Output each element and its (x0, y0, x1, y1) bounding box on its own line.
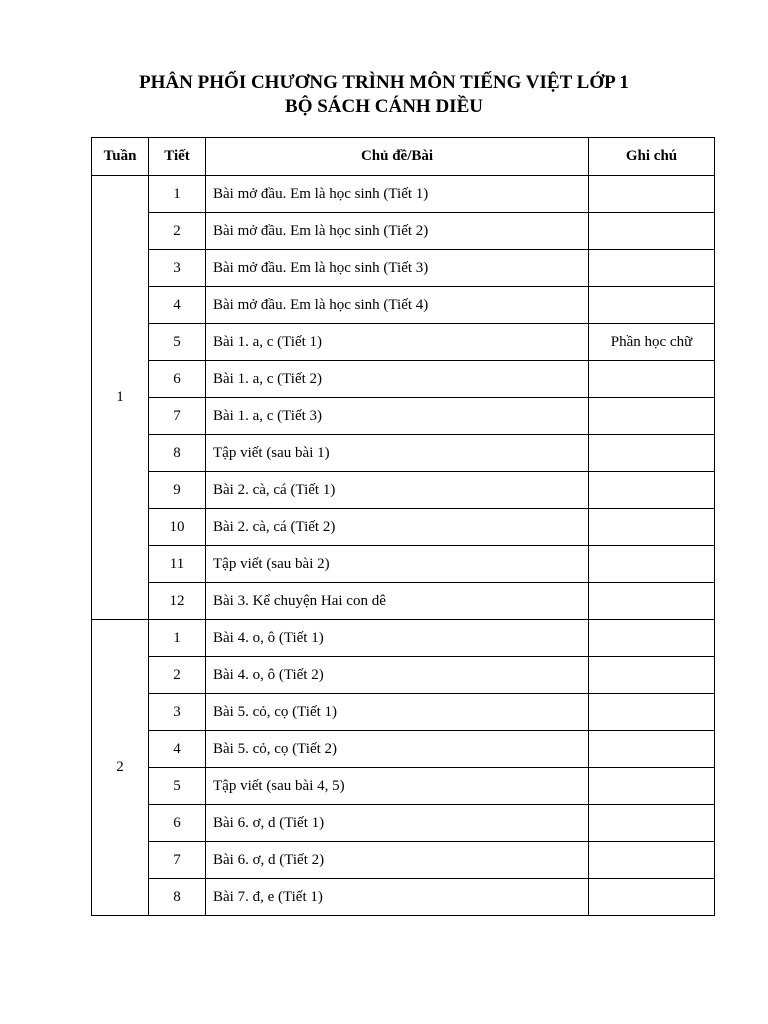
lesson-cell: Bài 2. cà, cá (Tiết 2) (206, 509, 589, 546)
tiet-cell: 7 (149, 842, 206, 879)
lesson-cell: Bài mở đầu. Em là học sinh (Tiết 3) (206, 250, 589, 287)
header-tiet: Tiết (149, 138, 206, 176)
lesson-cell: Bài 4. o, ô (Tiết 2) (206, 657, 589, 694)
table-row (92, 694, 715, 731)
note-cell (589, 472, 715, 509)
table-row (92, 176, 715, 213)
tiet-cell: 4 (149, 287, 206, 324)
lesson-cell: Tập viết (sau bài 1) (206, 435, 589, 472)
table-row (92, 583, 715, 620)
lesson-cell: Bài 5. cỏ, cọ (Tiết 1) (206, 694, 589, 731)
note-cell (589, 435, 715, 472)
note-cell (589, 287, 715, 324)
table-row (92, 398, 715, 435)
note-cell (589, 842, 715, 879)
table-row (92, 546, 715, 583)
table-row (92, 805, 715, 842)
lesson-cell: Tập viết (sau bài 4, 5) (206, 768, 589, 805)
header-tuan: Tuần (92, 138, 149, 176)
table-row (92, 842, 715, 879)
tiet-cell: 8 (149, 879, 206, 916)
table-header-row (92, 138, 715, 176)
table-row (92, 361, 715, 398)
table-row (92, 879, 715, 916)
lesson-cell: Bài 1. a, c (Tiết 2) (206, 361, 589, 398)
table-row (92, 509, 715, 546)
tiet-cell: 7 (149, 398, 206, 435)
table-row (92, 324, 715, 361)
note-cell (589, 509, 715, 546)
note-cell (589, 213, 715, 250)
tiet-cell: 5 (149, 324, 206, 361)
note-cell (589, 805, 715, 842)
tiet-cell: 3 (149, 250, 206, 287)
lesson-cell: Bài 6. ơ, d (Tiết 2) (206, 842, 589, 879)
lesson-cell: Bài mở đầu. Em là học sinh (Tiết 4) (206, 287, 589, 324)
table-row (92, 287, 715, 324)
tiet-cell: 2 (149, 213, 206, 250)
lesson-cell: Bài 1. a, c (Tiết 1) (206, 324, 589, 361)
note-cell: Phần học chữ (589, 324, 715, 361)
note-cell (589, 361, 715, 398)
document-subtitle: BỘ SÁCH CÁNH DIỀU (285, 96, 483, 117)
header-chu-de-bai: Chủ đề/Bài (206, 138, 589, 176)
tiet-cell: 6 (149, 361, 206, 398)
lesson-cell: Bài 1. a, c (Tiết 3) (206, 398, 589, 435)
week-cell: 2 (92, 620, 149, 916)
table-row (92, 620, 715, 657)
tiet-cell: 10 (149, 509, 206, 546)
tiet-cell: 8 (149, 435, 206, 472)
tiet-cell: 6 (149, 805, 206, 842)
table-row (92, 435, 715, 472)
lesson-cell: Bài 3. Kể chuyện Hai con dê (206, 583, 589, 620)
tiet-cell: 1 (149, 620, 206, 657)
week-cell: 1 (92, 176, 149, 620)
document-title: PHÂN PHỐI CHƯƠNG TRÌNH MÔN TIẾNG VIỆT LỚP 1 (139, 72, 629, 93)
note-cell (589, 398, 715, 435)
lesson-cell: Bài mở đầu. Em là học sinh (Tiết 2) (206, 213, 589, 250)
tiet-cell: 1 (149, 176, 206, 213)
lesson-cell: Tập viết (sau bài 2) (206, 546, 589, 583)
tiet-cell: 5 (149, 768, 206, 805)
tiet-cell: 11 (149, 546, 206, 583)
lesson-cell: Bài 6. ơ, d (Tiết 1) (206, 805, 589, 842)
lesson-cell: Bài mở đầu. Em là học sinh (Tiết 1) (206, 176, 589, 213)
note-cell (589, 657, 715, 694)
note-cell (589, 176, 715, 213)
tiet-cell: 3 (149, 694, 206, 731)
table-row (92, 250, 715, 287)
tiet-cell: 4 (149, 731, 206, 768)
table-row (92, 657, 715, 694)
lesson-cell: Bài 4. o, ô (Tiết 1) (206, 620, 589, 657)
note-cell (589, 250, 715, 287)
note-cell (589, 583, 715, 620)
lesson-cell: Bài 5. cỏ, cọ (Tiết 2) (206, 731, 589, 768)
note-cell (589, 546, 715, 583)
table-row (92, 768, 715, 805)
note-cell (589, 768, 715, 805)
table-row (92, 731, 715, 768)
table-row (92, 472, 715, 509)
note-cell (589, 694, 715, 731)
table-row (92, 213, 715, 250)
header-ghi-chu: Ghi chú (589, 138, 715, 176)
lesson-cell: Bài 2. cà, cá (Tiết 1) (206, 472, 589, 509)
note-cell (589, 731, 715, 768)
curriculum-table (91, 137, 715, 916)
tiet-cell: 12 (149, 583, 206, 620)
note-cell (589, 620, 715, 657)
tiet-cell: 2 (149, 657, 206, 694)
note-cell (589, 879, 715, 916)
lesson-cell: Bài 7. đ, e (Tiết 1) (206, 879, 589, 916)
tiet-cell: 9 (149, 472, 206, 509)
